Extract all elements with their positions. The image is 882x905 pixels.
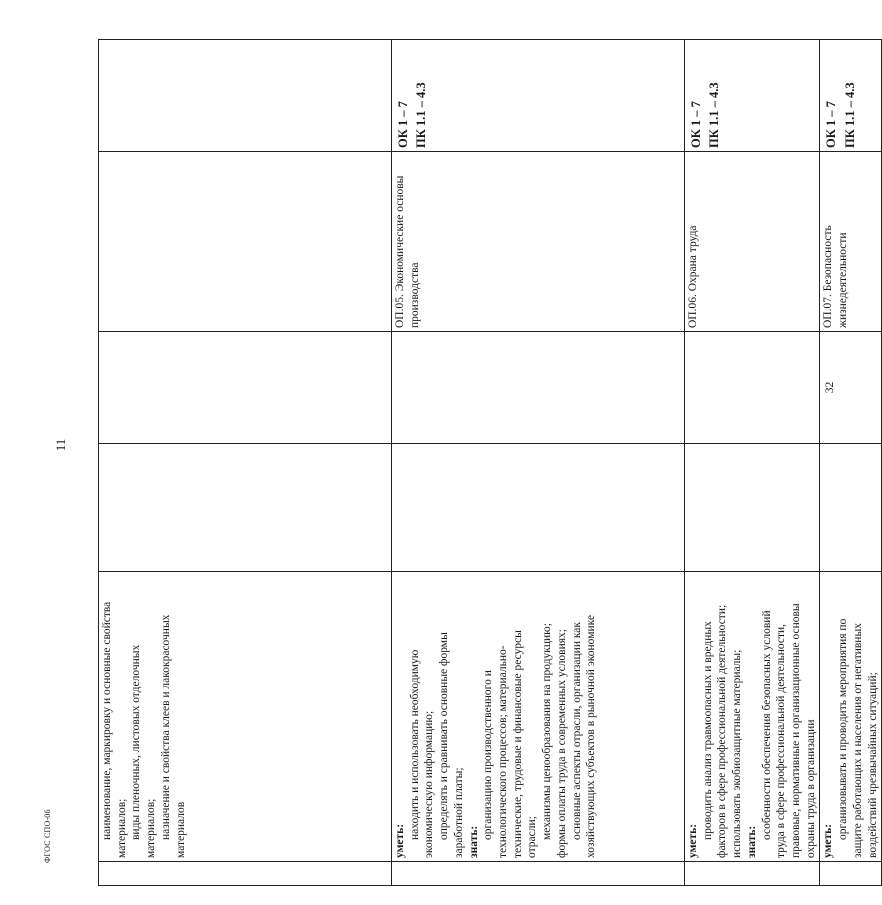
discipline-cell: ОП.07. Безопасность жизнедеятельности — [820, 152, 882, 332]
hours-cell — [820, 332, 882, 444]
skills-line: организовывать и проводить мероприятия по — [837, 618, 850, 840]
text-line: материалов; — [145, 798, 158, 858]
knowledge-line: механизмы ценообразования на продукцию; — [541, 623, 554, 840]
knowledge-line: формы оплаты труда в современных условиях; — [555, 628, 568, 858]
hours-value: 32 — [824, 381, 837, 394]
curriculum-table-sheet — [98, 40, 879, 886]
index-cell — [99, 862, 392, 886]
table-row-labour-protection — [685, 40, 820, 886]
skills-line: определять и сравнивать основные формы — [438, 632, 451, 840]
requirements-cell — [392, 572, 685, 862]
skills-label: уметь: — [822, 823, 835, 858]
general-competence-codes: ОК 1 – 7 — [689, 101, 703, 148]
knowledge-line: особенности обеспечения безопасных условий — [760, 610, 773, 840]
text-line: виды пленочных, листовых отделочных — [130, 644, 143, 840]
requirements-cell — [99, 572, 392, 862]
knowledge-line: охраны труда в организации — [804, 719, 817, 858]
discipline-cell — [99, 152, 392, 332]
knowledge-label: знать: — [467, 825, 480, 858]
codes-cell — [820, 40, 882, 152]
codes-cell — [685, 40, 820, 152]
skills-line: факторов в сфере профессиональной деятельности; — [716, 604, 729, 858]
text-line: назначение и свойства клеев и лакокрасочных — [159, 614, 172, 840]
codes-cell — [392, 40, 685, 152]
page-number: 11 — [53, 438, 68, 452]
professional-competence-codes: ПК 1.1 – 4.3 — [414, 82, 429, 148]
codes-cell — [99, 40, 392, 152]
text-line: материалов; — [115, 798, 128, 858]
skills-line: воздействий чрезвычайных ситуаций; — [866, 672, 879, 858]
professional-competence-codes: ПК 1.1 – 4.3 — [842, 82, 857, 148]
table-row-economics — [392, 40, 685, 886]
index-cell — [685, 862, 820, 886]
professional-competence-codes: ПК 1.1 – 4.3 — [707, 82, 722, 148]
footer-code: ФГОС СПО-06 — [43, 809, 52, 863]
knowledge-line: хозяйствующих субъектов в рыночной экономике — [585, 614, 598, 858]
hours-cell — [99, 332, 392, 444]
general-competence-codes: ОК 1 – 7 — [396, 101, 410, 148]
skills-line: заработной платы; — [452, 767, 465, 858]
skills-line: проводить анализ травмоопасных и вредных — [701, 621, 714, 840]
knowledge-line: отрасли; — [526, 816, 539, 858]
skills-line: защите работающих и населения от негативных — [851, 623, 864, 858]
requirements-cell — [685, 572, 820, 862]
hours-cell — [392, 332, 685, 444]
index-cell — [392, 862, 685, 886]
knowledge-line: труда в сфере профессиональной деятельности, — [775, 623, 788, 858]
knowledge-line: технологического процессов; материально- — [497, 645, 510, 858]
total-hours-cell — [392, 444, 685, 572]
knowledge-line: основные аспекты отрасли, организации как — [570, 622, 583, 840]
discipline-cell: ОП.05. Экономические основы производства — [392, 152, 685, 332]
total-hours-cell — [99, 444, 392, 572]
text-line: наименование, маркировку и основные свойства — [101, 601, 113, 840]
knowledge-line: технические, трудовые и финансовые ресурсы — [511, 630, 524, 858]
total-hours-cell — [820, 444, 882, 572]
skills-line: использовать экобиозащитные материалы; — [731, 649, 744, 858]
requirements-cell — [820, 572, 882, 862]
knowledge-line: организацию производственного и — [482, 670, 495, 840]
hours-cell — [685, 332, 820, 444]
skills-line: находить и использовать необходимую — [408, 649, 421, 840]
skills-line: экономическую информацию; — [423, 710, 436, 858]
total-hours-cell — [685, 444, 820, 572]
text-line: материалов — [174, 801, 187, 858]
table-row-materials — [99, 40, 392, 886]
knowledge-line: правовые, нормативные и организационные основы — [790, 603, 803, 858]
discipline-cell: ОП.06. Охрана труда — [685, 152, 820, 332]
skills-label: уметь: — [687, 823, 699, 858]
knowledge-label: знать: — [745, 825, 758, 858]
index-cell — [820, 862, 882, 886]
skills-label: уметь: — [394, 823, 406, 858]
general-competence-codes: ОК 1 – 7 — [824, 101, 839, 148]
curriculum-table — [98, 39, 882, 886]
table-row-life-safety — [820, 40, 882, 886]
